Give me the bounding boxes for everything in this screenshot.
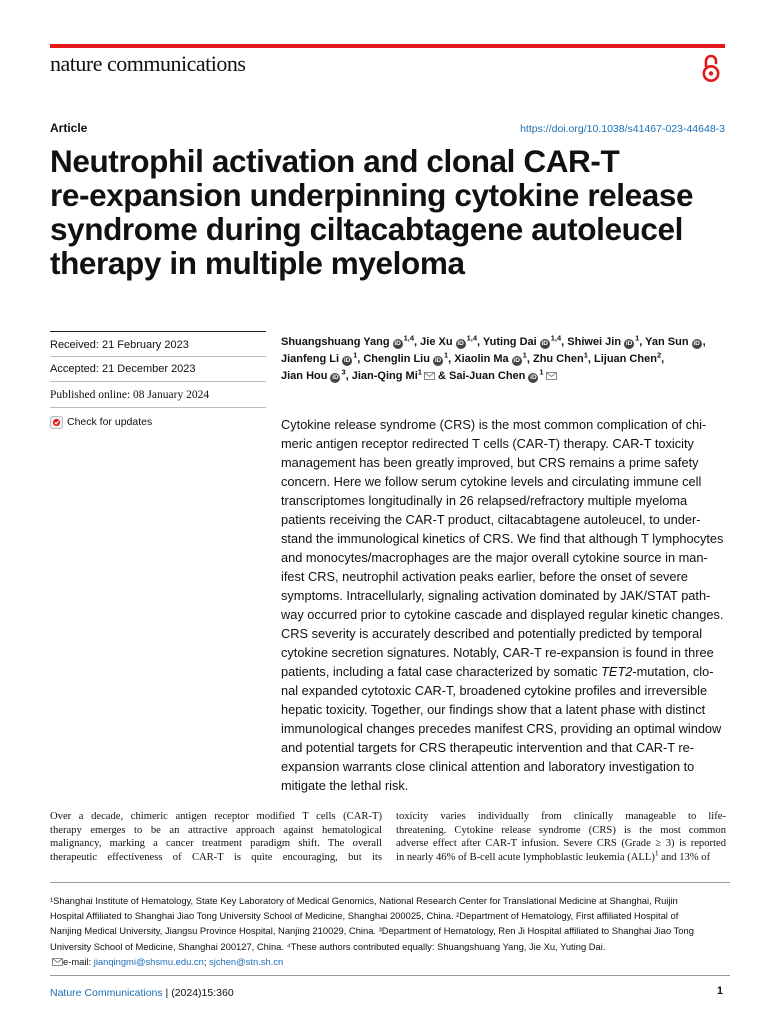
- author-separator: ,: [526, 353, 533, 365]
- abstract-line: and potential targets for CRS therapeutic intervention and that CAR-T re-: [281, 740, 695, 755]
- footer-rule: [50, 975, 730, 976]
- author-name[interactable]: Shuangshuang Yang: [281, 336, 390, 348]
- page-number: 1: [716, 985, 723, 997]
- check-updates-icon: [50, 416, 63, 429]
- email-link-mi[interactable]: jianqingmi@shsmu.edu.cn: [93, 955, 204, 967]
- author-name[interactable]: Chenglin Liu: [363, 353, 430, 365]
- abstract-line: transcriptomes longitudinally in 26 relapsed/refractory multiple myeloma: [281, 493, 688, 508]
- affiliation-line: ¹Shanghai Institute of Hematology, State Key Laboratory of Medical Genomics, National Research Center for Translational Medicine at Shanghai, Ruijin: [50, 895, 678, 906]
- author-separator: ,: [477, 336, 483, 348]
- email-separator: ;: [203, 955, 210, 967]
- gene-name: TET2: [601, 664, 633, 679]
- footnote-separator: [50, 882, 730, 883]
- email-line: [50, 954, 730, 969]
- orcid-icon[interactable]: iD: [332, 374, 339, 381]
- author-separator: ,: [357, 353, 364, 365]
- author-affiliation-ref: 1: [417, 367, 422, 377]
- author-affiliation-ref: 3: [341, 367, 346, 377]
- abstract-line: mitigate the lethal risk.: [281, 778, 409, 793]
- author-name[interactable]: Yan Sun: [645, 336, 689, 348]
- abstract-line: cytokine secretion signatures. Notably, CAR-T re-expansion is found in three: [281, 645, 714, 660]
- dates-top-rule: [50, 331, 266, 332]
- author-separator: ,: [414, 336, 421, 348]
- abstract-line: patients, including a fatal case characterized by somatic TET2-mutation, clo-: [281, 664, 714, 679]
- author-affiliation-ref: 1: [443, 350, 449, 360]
- abstract: [281, 415, 733, 795]
- author-line: [281, 351, 731, 368]
- accepted-date: Accepted: 21 December 2023: [50, 363, 196, 375]
- author-affiliation-ref: 2: [656, 350, 662, 360]
- abstract-line: immunological changes precedes manifest CRS, providing an optimal window: [281, 721, 722, 736]
- author-affiliation-ref: 1: [539, 367, 544, 377]
- intro-line: threatening. Cytokine release syndrome (CRS) is the most common: [396, 824, 726, 836]
- orcid-icon[interactable]: iD: [394, 340, 401, 347]
- orcid-icon[interactable]: iD: [530, 374, 537, 381]
- abstract-line: CRS severity is accurately described and potentially predicted by temporal: [281, 626, 703, 641]
- orcid-icon[interactable]: iD: [343, 357, 351, 364]
- orcid-icon[interactable]: iD: [625, 340, 633, 347]
- author-name[interactable]: Shiwei Jin: [567, 336, 622, 348]
- affiliation-line: Nanjing Medical University, Jiangsu Province Hospital, Nanjing 210029, China. ³Department of Hematology, Ren Ji Hospital affiliated to Shanghai Jiao Tong: [50, 925, 694, 937]
- email-label: e-mail:: [63, 955, 94, 967]
- author-line: [281, 334, 731, 351]
- email-link-chen[interactable]: sjchen@stn.sh.cn: [209, 955, 284, 967]
- abstract-line: concern. Here we follow serum cytokine levels and circulating immune cell: [281, 474, 702, 489]
- author-name[interactable]: Sai-Juan Chen: [448, 370, 526, 382]
- abstract-line: stand the immunological kinetics of CRS. We find that although T lymphocytes: [281, 531, 724, 546]
- orcid-icon[interactable]: iD: [457, 340, 464, 347]
- abstract-line: ifest CRS, neutrophil activation peaks earlier, before the onset of severe: [281, 569, 688, 584]
- author-name[interactable]: Jian Hou: [281, 370, 328, 382]
- footer-citation: [50, 987, 234, 999]
- orcid-icon[interactable]: iD: [434, 357, 442, 364]
- abstract-line: way occurred prior to cytokine cascade and displayed regular kinetic changes.: [281, 607, 724, 622]
- journal-accent-bar: [50, 44, 725, 48]
- abstract-line: Cytokine release syndrome (CRS) is the most common complication of chi-: [281, 417, 707, 432]
- author-affiliation-ref: 1,4: [466, 333, 477, 343]
- author-name[interactable]: Lijuan Chen: [593, 353, 657, 365]
- title-line: Neutrophil activation and clonal CAR-T: [50, 143, 620, 179]
- dates-rule: [50, 407, 266, 408]
- footer-volume: | (2024)15:360: [162, 987, 234, 999]
- author-separator: ,: [561, 336, 568, 348]
- title-line: therapy in multiple myeloma: [50, 245, 465, 281]
- author-affiliation-ref: 1,4: [403, 333, 415, 343]
- intro-text: in nearly 46% of B-cell acute lymphoblastic leukemia (ALL): [396, 851, 655, 863]
- orcid-icon[interactable]: iD: [513, 357, 520, 364]
- footer-journal-name[interactable]: Nature Communications: [50, 987, 163, 999]
- intro-column-left: [50, 810, 382, 864]
- corresponding-mail-icon[interactable]: [424, 372, 435, 380]
- author-affiliation-ref: 1: [635, 333, 640, 343]
- intro-column-right: [396, 810, 726, 864]
- open-access-icon: [698, 53, 724, 83]
- abstract-line: management has been greatly improved, but CRS remains a prime safety: [281, 455, 699, 470]
- author-name[interactable]: Jianfeng Li: [281, 353, 340, 365]
- journal-name: nature communications: [50, 51, 246, 76]
- intro-line: therapeutic effectiveness of CAR-T is quite encouraging, but its: [50, 851, 382, 863]
- affiliation-line: Hospital Affiliated to Shanghai Jiao Tong University School of Medicine, Shanghai 200025, China. ²Department of Hematology, First affiliated Hospital of: [50, 910, 679, 922]
- author-separator: ,: [661, 353, 665, 365]
- check-updates-label: Check for updates: [67, 416, 153, 428]
- intro-line: malignancy, marking a cancer treatment paradigm shift. The overall: [50, 838, 382, 849]
- title-line: re-expansion underpinning cytokine release: [50, 177, 694, 213]
- abstract-line: patients receiving the CAR-T product, ciltacabtagene autoleucel, to under-: [281, 512, 701, 527]
- author-separator: ,: [345, 370, 352, 382]
- doi-link[interactable]: https://doi.org/10.1038/s41467-023-44648-3: [520, 123, 725, 135]
- abstract-line: nal expanded cytotoxic CAR-T, broadened cytokine profiles and irreversible: [281, 683, 708, 698]
- author-name[interactable]: Yuting Dai: [482, 336, 537, 348]
- abstract-line: meric antigen receptor redirected T cells (CAR-T) therapy. CAR-T toxicity: [281, 436, 694, 451]
- title-line: syndrome during ciltacabtagene autoleucel: [50, 211, 684, 247]
- intro-line: adverse effect after CAR-T infusion. Severe CRS (Grade ≥ 3) is reported: [396, 838, 726, 849]
- intro-line: Over a decade, chimeric antigen receptor modified T cells (CAR-T): [50, 811, 382, 822]
- author-name[interactable]: Jian-Qing Mi: [351, 370, 418, 382]
- intro-line: [396, 847, 726, 865]
- received-date: Received: 21 February 2023: [50, 339, 189, 351]
- abstract-line: hepatic toxicity. Together, our findings show that a latent phase with distinct: [281, 702, 706, 717]
- orcid-icon[interactable]: iD: [541, 340, 548, 347]
- check-for-updates-button[interactable]: [50, 414, 152, 430]
- author-separator: ,: [448, 353, 455, 365]
- author-affiliation-ref: 1: [583, 350, 588, 360]
- author-name[interactable]: Zhu Chen: [532, 353, 584, 365]
- dates-rule: [50, 356, 266, 357]
- article-title: [50, 144, 730, 280]
- author-line: [281, 368, 731, 385]
- corresponding-mail-icon[interactable]: [546, 372, 557, 380]
- dates-rule: [50, 381, 266, 382]
- citation-ref[interactable]: 1: [654, 847, 659, 857]
- author-affiliation-ref: 1: [353, 350, 358, 360]
- affiliation-line: University School of Medicine, Shanghai 200127, China. ⁴These authors contributed equally: Shuangshuang Yang, Jie Xu, Yuting Dai.: [50, 940, 606, 952]
- author-affiliation-ref: 1: [522, 350, 527, 360]
- published-online-date: Published online: 08 January 2024: [50, 389, 210, 401]
- intro-line: toxicity varies individually from clinically manageable to life-: [396, 811, 726, 822]
- affiliations: [50, 893, 730, 969]
- author-list: [281, 334, 731, 385]
- intro-text: and 13% of: [658, 851, 711, 863]
- abstract-line: and monocytes/macrophages are the major overall cytokine source in man-: [281, 550, 708, 565]
- intro-line: therapy emerges to be an attractive approach against hematological: [50, 824, 382, 836]
- author-separator: ,: [702, 336, 706, 348]
- author-separator: ,: [587, 353, 594, 365]
- author-name[interactable]: Jie Xu: [420, 336, 453, 348]
- author-affiliation-ref: 1,4: [550, 333, 562, 343]
- abstract-line: symptoms. Intracellularly, signaling activation dominated by JAK/STAT path-: [281, 588, 711, 603]
- author-separator: ,: [639, 336, 646, 348]
- orcid-icon[interactable]: iD: [693, 340, 700, 347]
- article-type-label: Article: [50, 121, 88, 135]
- author-name[interactable]: Xiaolin Ma: [454, 353, 509, 365]
- author-separator: &: [434, 370, 449, 382]
- abstract-line: expansion warrants close clinical attention and laboratory investigation to: [281, 759, 695, 774]
- mail-icon: [52, 958, 63, 966]
